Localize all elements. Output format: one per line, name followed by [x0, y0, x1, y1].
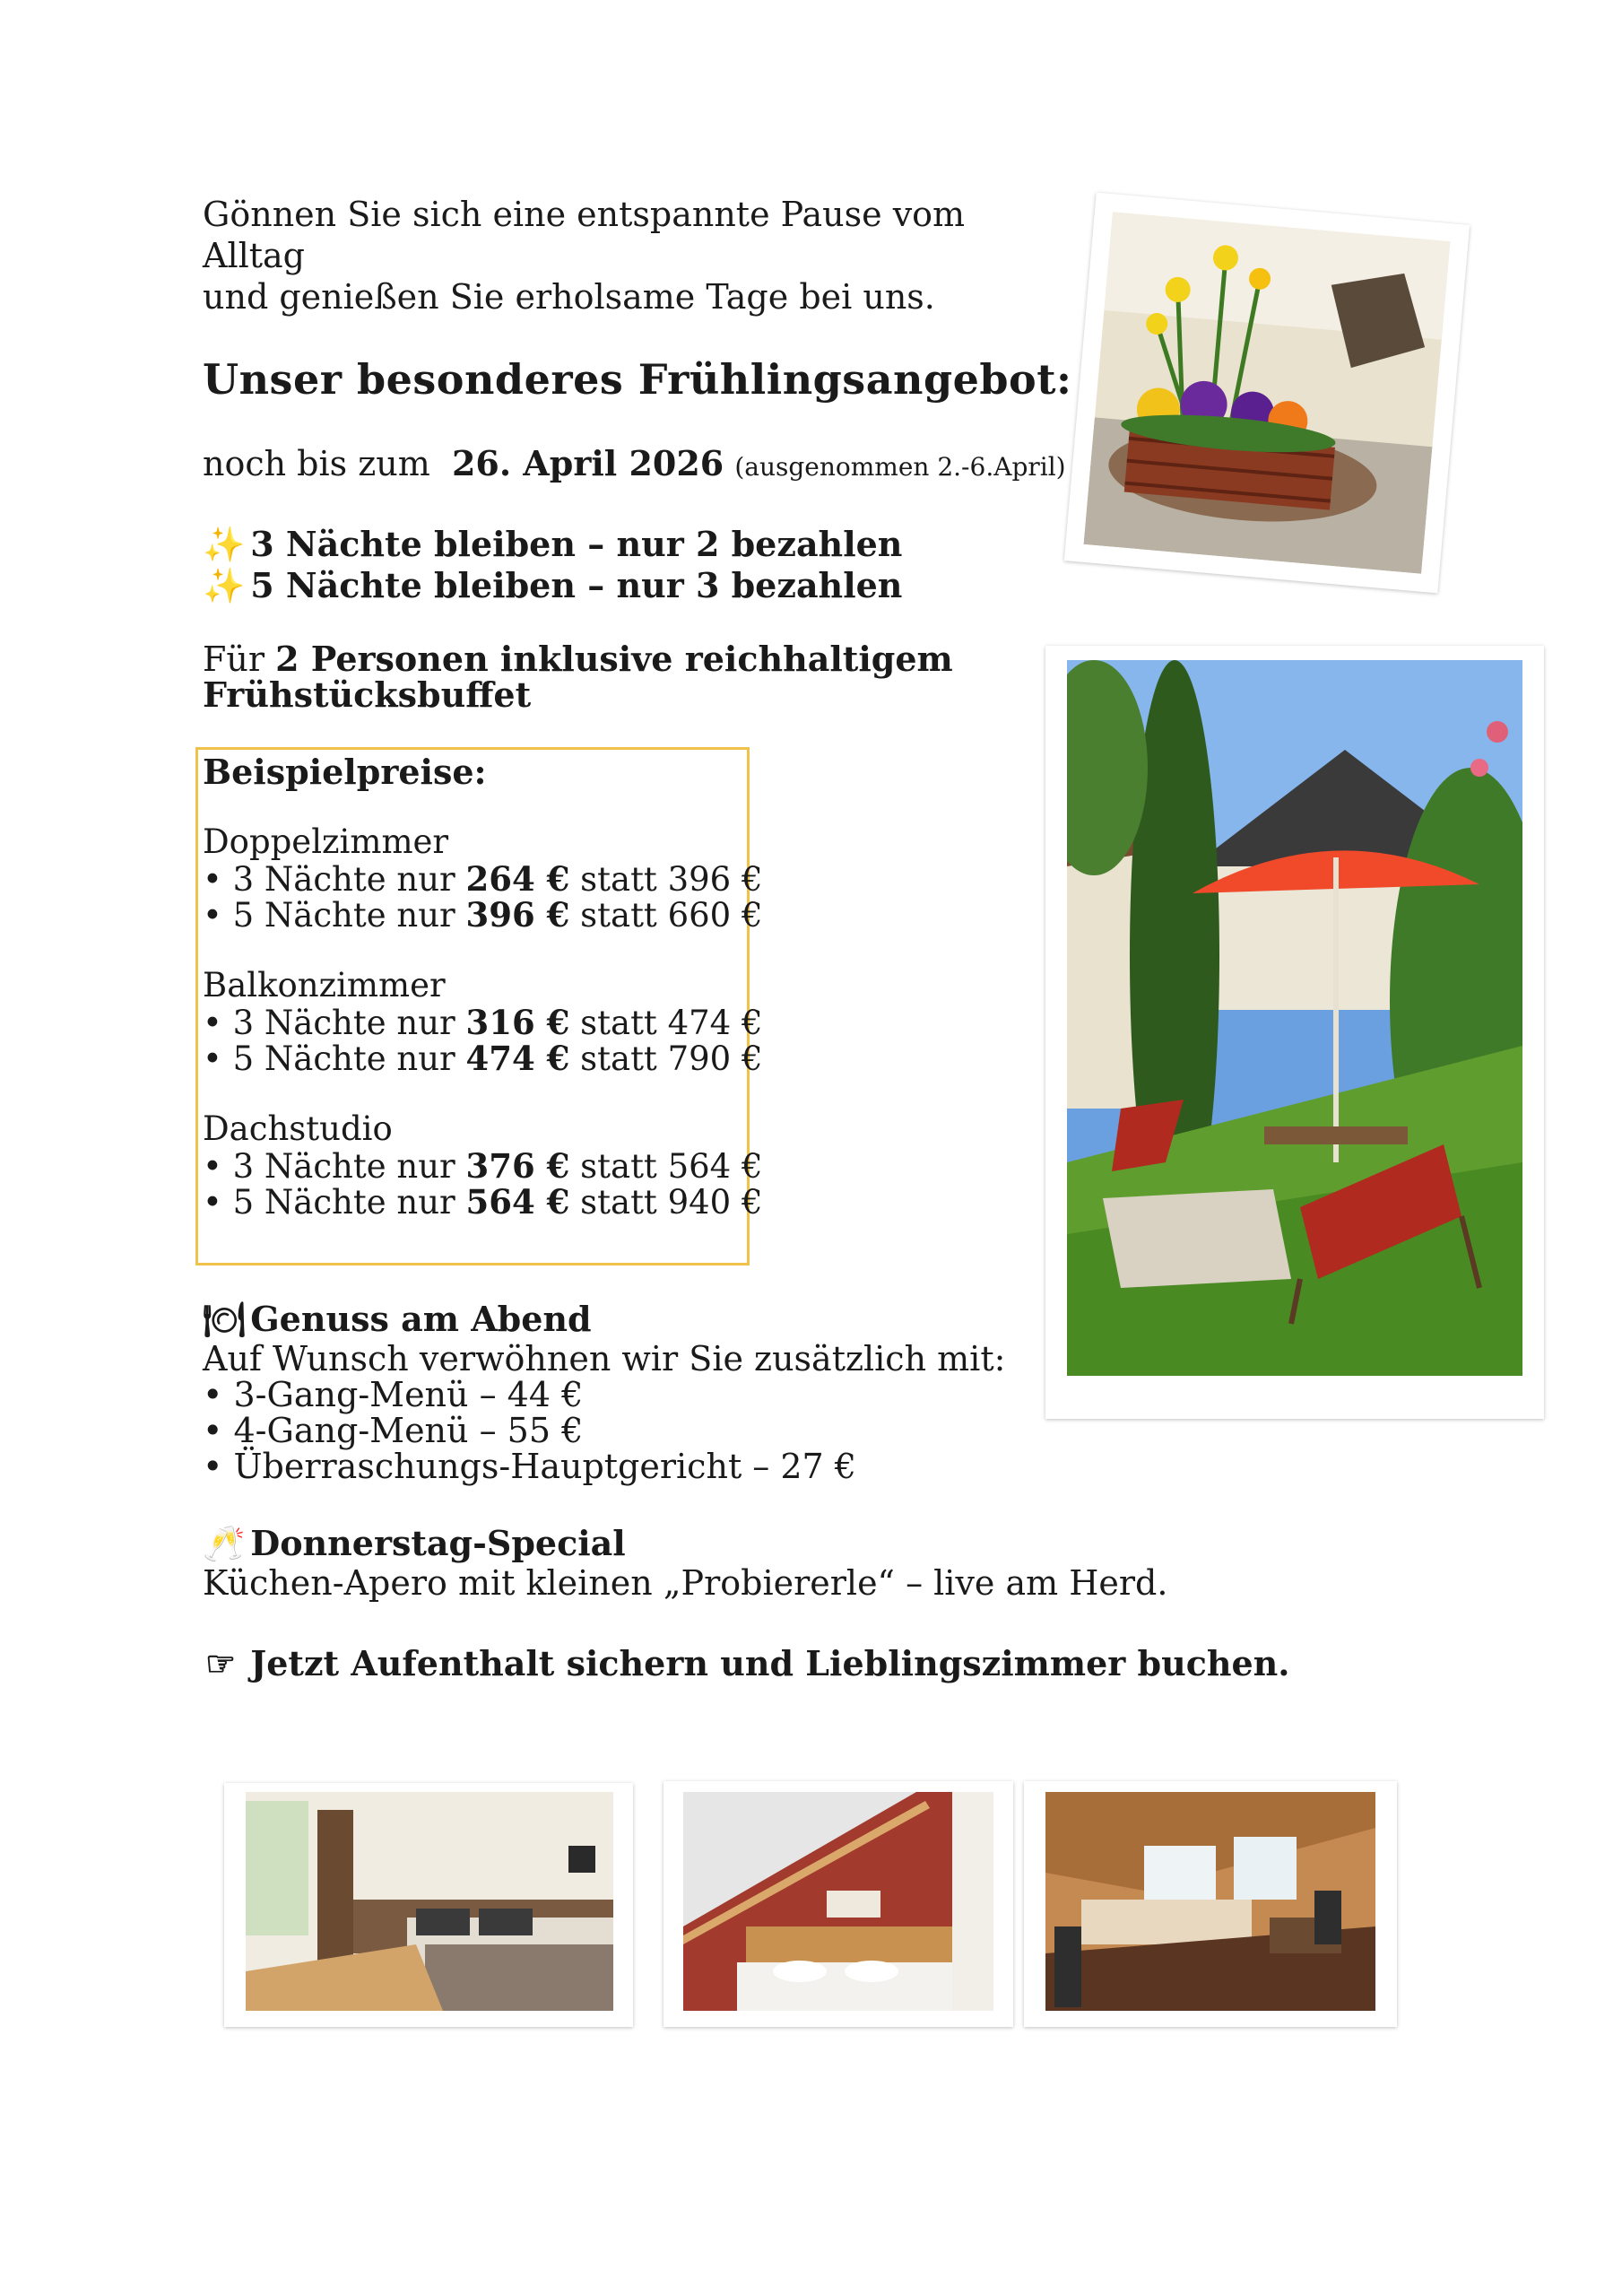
offer-text: 3 Nächte bleiben – nur 2 bezahlen [250, 524, 903, 564]
persons-line-2: Frühstücksbuffet [203, 674, 532, 715]
price-offer: 564 € [465, 1182, 570, 1222]
validity-prefix: noch bis zum [203, 444, 430, 483]
photo-garden [1045, 646, 1544, 1419]
price-regular: statt 396 € [569, 860, 763, 899]
evening-title: Genuss am Abend [250, 1299, 592, 1339]
price-pre: • 5 Nächte nur [203, 1183, 466, 1222]
thursday-title: Donnerstag-Special [250, 1523, 626, 1563]
price-pre: • 3 Nächte nur [203, 1004, 466, 1042]
price-pre: • 5 Nächte nur [203, 1039, 466, 1078]
price-regular: statt 564 € [569, 1147, 763, 1186]
room-balkonzimmer-image [683, 1792, 993, 2011]
price-pre: • 5 Nächte nur [203, 896, 466, 935]
room-dachstudio-image [1045, 1792, 1375, 2011]
booking-cta [203, 1643, 1290, 1684]
intro-line-1: Gönnen Sie sich eine entspannte Pause vom [203, 195, 966, 234]
evening-item: • 4-Gang-Menü – 55 € [203, 1411, 584, 1450]
price-line [203, 1040, 763, 1077]
garden-image [1067, 660, 1522, 1376]
offer-validity [203, 443, 1066, 488]
photo-flower-basket [1064, 193, 1470, 594]
price-regular: statt 790 € [569, 1039, 763, 1078]
price-offer: 316 € [465, 1003, 570, 1042]
price-offer: 396 € [465, 895, 570, 935]
evening-item: • 3-Gang-Menü – 44 € [203, 1375, 584, 1414]
price-line [203, 1004, 763, 1041]
price-regular: statt 660 € [569, 896, 763, 935]
offer-item-2 [203, 565, 902, 606]
thursday-heading [203, 1523, 626, 1564]
room-name-dachstudio: Dachstudio [203, 1109, 393, 1148]
photo-room-balkonzimmer [664, 1781, 1013, 2027]
flower-basket-image [1084, 212, 1451, 574]
sparkles-icon: ✨ [203, 524, 246, 564]
plate-icon: 🍽 [203, 1299, 247, 1339]
price-line [203, 897, 763, 934]
pointing-hand-icon: ☞ [204, 1643, 237, 1683]
offer-text: 5 Nächte bleiben – nur 3 bezahlen [250, 565, 903, 605]
price-line [203, 861, 763, 898]
room-doppelzimmer-image [246, 1792, 613, 2011]
persons-prefix: Für [203, 639, 265, 679]
offer-item-1 [203, 524, 902, 565]
evening-intro: Auf Wunsch verwöhnen wir Sie zusätzlich mit: [203, 1339, 1006, 1378]
price-line [203, 1184, 763, 1221]
room-name-balkonzimmer: Balkonzimmer [203, 966, 446, 1004]
price-offer: 474 € [465, 1039, 570, 1078]
price-offer: 264 € [465, 859, 570, 899]
persons-bold-1: 2 Personen inklusive reichhaltigem [275, 639, 953, 679]
sparkles-icon: ✨ [203, 565, 246, 605]
cta-text: Jetzt Aufenthalt sichern und Lieblingszimmer buchen. [250, 1643, 1290, 1683]
price-pre: • 3 Nächte nur [203, 860, 466, 899]
validity-note: (ausgenommen 2.-6.April) [734, 452, 1066, 482]
photo-room-doppelzimmer [224, 1783, 633, 2027]
evening-heading [203, 1299, 592, 1340]
price-regular: statt 940 € [569, 1183, 763, 1222]
champagne-glasses-icon: 🥂 [203, 1523, 246, 1563]
price-line [203, 1148, 763, 1185]
intro-line-2: Alltag [203, 236, 305, 275]
validity-date: 26. April 2026 [451, 443, 724, 483]
room-name-doppelzimmer: Doppelzimmer [203, 822, 449, 861]
evening-item: • Überraschungs-Hauptgericht – 27 € [203, 1447, 856, 1486]
price-offer: 376 € [465, 1146, 570, 1186]
thursday-text: Küchen-Apero mit kleinen „Probiererle“ – live am Herd. [203, 1563, 1168, 1603]
photo-room-dachstudio [1024, 1781, 1397, 2027]
intro-line-3: und genießen Sie erholsame Tage bei uns. [203, 277, 935, 317]
price-regular: statt 474 € [569, 1004, 763, 1042]
page-headline: Unser besonderes Frühlingsangebot: [203, 355, 1072, 404]
prices-title: Beispielpreise: [203, 752, 487, 792]
price-pre: • 3 Nächte nur [203, 1147, 466, 1186]
